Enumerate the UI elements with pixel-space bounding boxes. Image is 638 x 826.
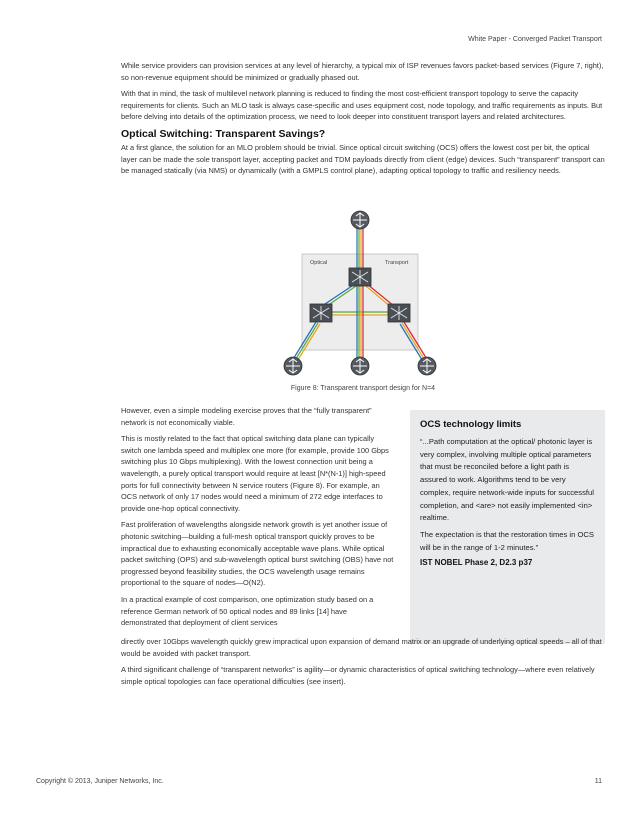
footer-copyright: Copyright © 2013, Juniper Networks, Inc. [36, 778, 164, 785]
section-title: Optical Switching: Transparent Savings? [121, 127, 326, 140]
left-paragraph-1: However, even a simple modeling exercise proves that the “fully transparent” network is not economically viable. [121, 406, 372, 427]
optical-switch-right-icon [388, 304, 410, 322]
left-paragraph-4: In a practical example of cost comparison, one optimization study based on a reference German network of 50 optical nodes and 89 links [14] have demonstrated that deployment of client services [121, 594, 374, 628]
figure-caption: Figure 8: Transparent transport design for N=4 [290, 385, 436, 392]
router-top-icon [351, 211, 369, 229]
router-bottom-center-icon [351, 357, 369, 375]
sidebar-quote-2: The expectation is that the restoration times in OCS will be in the range of 1-2 minutes.” [420, 529, 594, 552]
transport-diagram [280, 206, 440, 381]
sidebar-title: OCS technology limits [420, 419, 522, 430]
two-column-section [121, 405, 605, 629]
left-paragraph-2: This is mostly related to the fact that optical switching data plane can typically switch one lambda speed and multiplex one more (for example, provide 100 Gbps switching plus 10 Gbps multiplexing). With the lowest connection unit being a wavelength, a purely optical transport would require at least [N*(N-1)] high-speed ports for full connectivity between N service routers (Figure 8). For example, an OCS network of only 17 nodes would need a minimum of 272 edge interfaces to provide one-hop optical connectivity. [121, 434, 389, 513]
label-transport: Transport [385, 260, 409, 266]
header-title: White Paper - Converged Packet Transport [468, 36, 602, 43]
router-bottom-left-icon [284, 357, 302, 375]
closing-paragraph-1: directly over 10Gbps wavelength quickly grew impractical upon expansion of demand matrix or an upgrade of underlying optical speeds – all of that would be avoided with packet transport. [121, 637, 602, 658]
optical-switch-center-icon [349, 268, 371, 286]
sidebar-quote: “...Path computation at the optical/ photonic layer is very complex, involving multiple optical parameters that must be reconciled before a light path is assured to work. Algorithms tend to be very complex, require network-wide inputs for successful completion, and <are> not easily implemented <in> realtime. [420, 437, 594, 523]
closing-section [121, 636, 605, 692]
router-bottom-right-icon [418, 357, 436, 375]
left-column [121, 405, 394, 629]
label-optical: Optical [310, 260, 328, 266]
optical-switch-left-icon [310, 304, 332, 322]
sidebar-source: IST NOBEL Phase 2, D2.3 p37 [420, 558, 533, 568]
left-paragraph-3: Fast proliferation of wavelengths alongside network growth is yet another issue of photonic switching—building a full-mesh optical transport quickly proves to be impractical due to exhausting economically acceptable wave plans. While optical packet switching (OPS) and sub-wavelength optical burst switching (OBS) have not progressed beyond feasibility studies, the OCS wavelength usage remains proportional to the square of nodes—O(N2). [121, 520, 394, 588]
intro-paragraph-2: With that in mind, the task of multilevel network planning is reduced to finding the most cost-efficient transport topology to serve the capacity requirements for clients. Such an MLO task is always case-specific and uses equipment cost, node topology, and traffic requirements as inputs. But before delving into details of the optimization process, we need to look deeper into constituent transport layers and related architectures. [121, 89, 603, 122]
closing-paragraph-2: A third significant challenge of “transparent networks” is agility—or dynamic characteristics of optical switching technology—where even relatively simple optical topologies can face operational difficulties (see insert). [121, 665, 595, 686]
page-number: 11 [594, 778, 602, 785]
intro-section [121, 60, 605, 182]
sidebar-insert [410, 410, 605, 644]
section-paragraph-1: At a first glance, the solution for an MLO problem should be trivial. Since optical circuit switching (OCS) offers the lowest cost per bit, the optical layer can be made the sole transport layer, accepting packet and TDM payloads directly from client (edge) devices. Such “transparent” transport can be managed statically (via NMS) or dynamically (with a GMPLS control plane), adapting optical topology to traffic and resiliency needs. [121, 142, 605, 176]
intro-paragraph-1: While service providers can provision services at any level of hierarchy, a typical mix of ISP revenues favors packet-based services (Figure 7, right), so non-revenue equipment should be minimized or gradually phased out. [121, 61, 604, 82]
